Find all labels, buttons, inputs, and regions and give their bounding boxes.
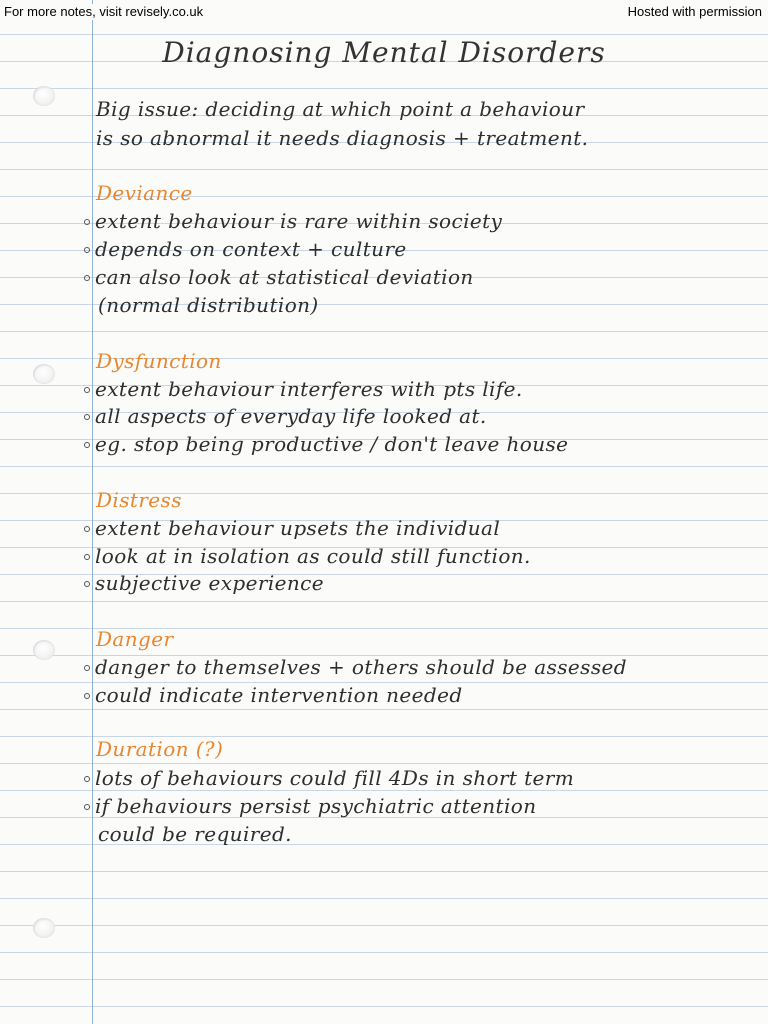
intro-line: Big issue: deciding at which point a behaviour bbox=[96, 97, 585, 121]
section-heading-duration: Duration (?) bbox=[96, 737, 224, 761]
bullet-dot bbox=[84, 693, 90, 699]
bullet-text: all aspects of everyday life looked at. bbox=[95, 404, 487, 428]
bullet-text: subjective experience bbox=[95, 571, 324, 595]
section-heading-distress: Distress bbox=[96, 488, 182, 512]
bullet-dot bbox=[84, 414, 90, 420]
intro-line: is so abnormal it needs diagnosis + treatment. bbox=[96, 126, 589, 150]
bullet-item bbox=[84, 543, 531, 570]
bullet-text: if behaviours persist psychiatric attention bbox=[95, 794, 537, 818]
header-note-right: Hosted with permission bbox=[627, 4, 762, 19]
bullet-item bbox=[84, 515, 500, 542]
bullet-dot bbox=[84, 442, 90, 448]
bullet-text: can also look at statistical deviation bbox=[95, 265, 474, 289]
bullet-text: extent behaviour interferes with pts life. bbox=[95, 377, 523, 401]
section-heading-dysfunction: Dysfunction bbox=[96, 349, 222, 373]
bullet-text: extent behaviour upsets the individual bbox=[95, 516, 501, 540]
punch-hole bbox=[33, 918, 55, 938]
margin-line bbox=[92, 0, 93, 1024]
bullet-text: extent behaviour is rare within society bbox=[95, 209, 503, 233]
section-heading-deviance: Deviance bbox=[96, 181, 193, 205]
bullet-dot bbox=[84, 387, 90, 393]
header-note-left: For more notes, visit revisely.co.uk bbox=[4, 4, 204, 19]
section-heading-danger: Danger bbox=[96, 627, 174, 651]
bullet-item bbox=[84, 431, 568, 458]
bullet-item bbox=[84, 765, 574, 792]
bullet-dot bbox=[84, 776, 90, 782]
bullet-item bbox=[84, 403, 487, 430]
bullet-dot bbox=[84, 219, 90, 225]
bullet-item bbox=[84, 208, 502, 235]
bullet-text: eg. stop being productive / don't leave house bbox=[95, 432, 569, 456]
bullet-text: look at in isolation as could still function. bbox=[95, 544, 531, 568]
bullet-continuation: could be required. bbox=[98, 822, 292, 846]
bullet-item bbox=[84, 264, 474, 291]
bullet-dot bbox=[84, 275, 90, 281]
bullet-item bbox=[84, 376, 523, 403]
punch-hole bbox=[33, 364, 55, 384]
bullet-dot bbox=[84, 554, 90, 560]
bullet-continuation: (normal distribution) bbox=[98, 293, 319, 317]
bullet-dot bbox=[84, 581, 90, 587]
bullet-item bbox=[84, 236, 407, 263]
punch-hole bbox=[33, 86, 55, 106]
page-title: Diagnosing Mental Disorders bbox=[162, 36, 606, 69]
bullet-dot bbox=[84, 804, 90, 810]
bullet-dot bbox=[84, 665, 90, 671]
bullet-dot bbox=[84, 247, 90, 253]
bullet-item bbox=[84, 793, 537, 820]
bullet-text: could indicate intervention needed bbox=[95, 683, 463, 707]
bullet-item bbox=[84, 654, 627, 681]
bullet-item bbox=[84, 570, 324, 597]
bullet-text: lots of behaviours could fill 4Ds in short term bbox=[95, 766, 575, 790]
punch-hole bbox=[33, 640, 55, 660]
bullet-item bbox=[84, 682, 463, 709]
bullet-text: depends on context + culture bbox=[95, 237, 407, 261]
bullet-text: danger to themselves + others should be assessed bbox=[95, 655, 627, 679]
bullet-dot bbox=[84, 526, 90, 532]
